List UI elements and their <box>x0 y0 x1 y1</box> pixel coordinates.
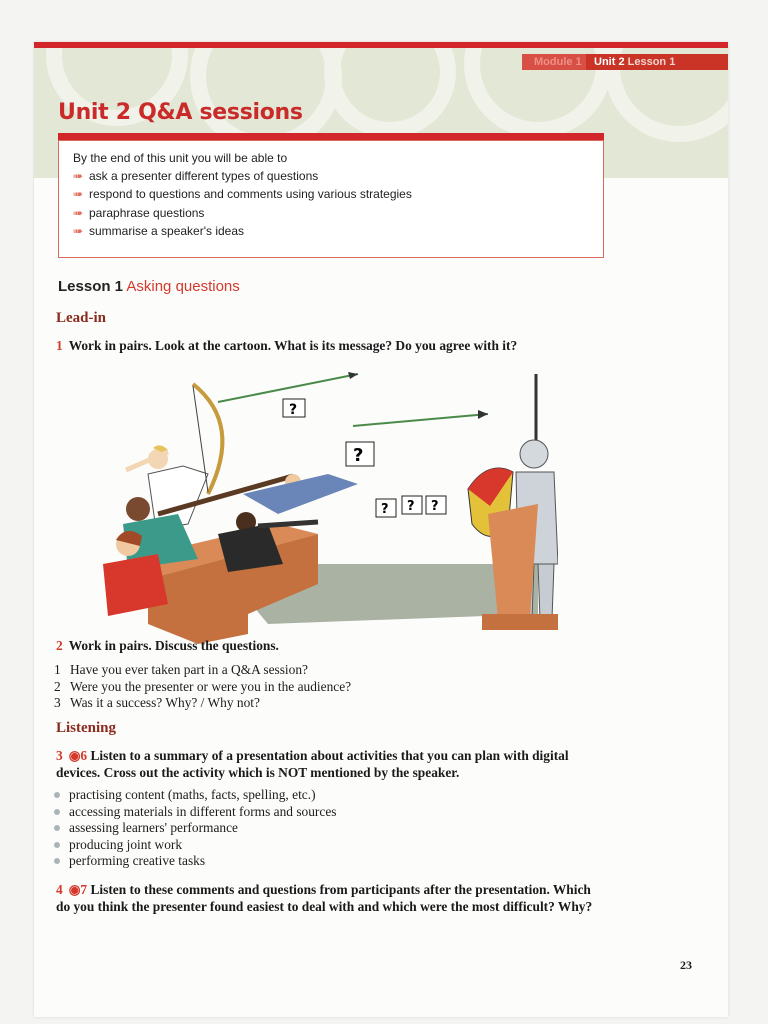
task-text: Work in pairs. Discuss the questions. <box>68 638 279 653</box>
arrowhead-2 <box>478 410 488 419</box>
gun <box>258 522 318 526</box>
task-number: 3 <box>56 748 63 763</box>
knight-helmet <box>520 440 548 468</box>
discussion-questions <box>54 662 351 712</box>
title-underline <box>58 133 604 140</box>
question-mark: ? <box>381 502 389 517</box>
task-4 <box>56 882 596 915</box>
task-2 <box>56 638 616 655</box>
list-item <box>54 787 336 804</box>
list-item <box>54 837 336 854</box>
task-number: 4 <box>56 882 63 897</box>
question-mark: ? <box>289 402 298 418</box>
task-text: Work in pairs. Look at the cartoon. What is its message? Do you agree with it? <box>68 338 518 353</box>
objectives-list <box>73 169 589 238</box>
activity-list <box>54 787 336 870</box>
arrow-right-icon: ➠ <box>73 224 84 239</box>
item-text: Were you the presenter or were you in the audience? <box>70 678 352 694</box>
item-number: 3 <box>54 695 61 710</box>
audio-track-icon: ◉ <box>68 748 81 763</box>
objective-text: paraphrase questions <box>89 205 205 220</box>
bullet-icon <box>54 842 60 848</box>
tab-lesson: Lesson 1 <box>627 56 676 68</box>
objective-item <box>73 187 589 201</box>
objective-item <box>73 169 589 183</box>
arrow-1 <box>218 374 358 402</box>
list-item <box>54 695 351 712</box>
header-rule <box>34 42 728 48</box>
tab-module: Module 1 <box>534 56 582 68</box>
objectives-box <box>58 140 604 258</box>
bullet-icon <box>54 809 60 815</box>
cartoon-illustration <box>68 364 558 644</box>
item-text: accessing materials in different forms and sources <box>69 803 337 819</box>
page-number: 23 <box>680 958 692 972</box>
arrow-right-icon: ➠ <box>73 169 84 183</box>
tab-unit-lesson <box>586 54 728 70</box>
leadin-heading: Lead-in <box>56 310 107 326</box>
question-mark: ? <box>407 499 415 514</box>
bullet-icon <box>54 858 60 864</box>
arrowhead-1 <box>348 372 358 379</box>
bullet-icon <box>54 825 60 831</box>
task-text: Listen to these comments and questions from participants after the presentation. Which do you think the presenter found easiest to deal with and which were the most difficult? Why? <box>56 882 593 914</box>
item-text: practising content (maths, facts, spelling, etc.) <box>69 787 316 802</box>
objective-item <box>73 224 589 238</box>
item-text: producing joint work <box>69 836 183 852</box>
arrow-2 <box>353 414 488 426</box>
arrow-right-icon: ➠ <box>73 187 84 202</box>
list-item <box>54 679 351 696</box>
question-mark: ? <box>353 445 364 466</box>
lesson-number: Lesson 1 <box>58 278 124 295</box>
textbook-page <box>34 42 728 1017</box>
item-text: performing creative tasks <box>69 853 206 868</box>
decor-circle <box>324 42 456 138</box>
unit-title: Unit 2 Q&A sessions <box>58 100 303 125</box>
task-text: Listen to a summary of a presentation about activities that you can plan with digital devices. Cross out the activity which is NOT mentioned by the speaker. <box>56 748 569 780</box>
lesson-heading <box>58 278 240 295</box>
item-text: assessing learners' performance <box>69 820 238 835</box>
objectives-intro: By the end of this unit you will be able to <box>73 151 288 165</box>
track-number: 7 <box>80 882 88 897</box>
tab-unit: Unit 2 <box>594 56 625 68</box>
item-text: Have you ever taken part in a Q&A session? <box>70 662 308 677</box>
objective-text: summarise a speaker's ideas <box>89 224 245 239</box>
shooter-head <box>126 497 150 521</box>
objective-text: respond to questions and comments using various strategies <box>89 187 412 202</box>
task-number: 1 <box>56 338 63 353</box>
task-3 <box>56 748 616 781</box>
item-number: 1 <box>54 662 61 677</box>
question-mark: ? <box>431 499 439 514</box>
bullet-icon <box>54 792 60 798</box>
lectern-base <box>482 614 558 630</box>
task-number: 2 <box>56 638 63 653</box>
item-text: Was it a success? Why? / Why not? <box>70 695 260 710</box>
list-item <box>54 804 336 821</box>
lesson-name: Asking questions <box>126 278 240 295</box>
objective-text: ask a presenter different types of questions <box>89 169 319 183</box>
track-number: 6 <box>80 748 88 763</box>
objective-item <box>73 206 589 220</box>
list-item <box>54 662 351 679</box>
task-1 <box>56 338 616 355</box>
audio-track-icon: ◉ <box>68 882 81 897</box>
listening-heading: Listening <box>56 720 117 736</box>
list-item <box>54 853 336 870</box>
list-item <box>54 820 336 837</box>
arrow-right-icon: ➠ <box>73 205 84 220</box>
item-number: 2 <box>54 678 61 694</box>
